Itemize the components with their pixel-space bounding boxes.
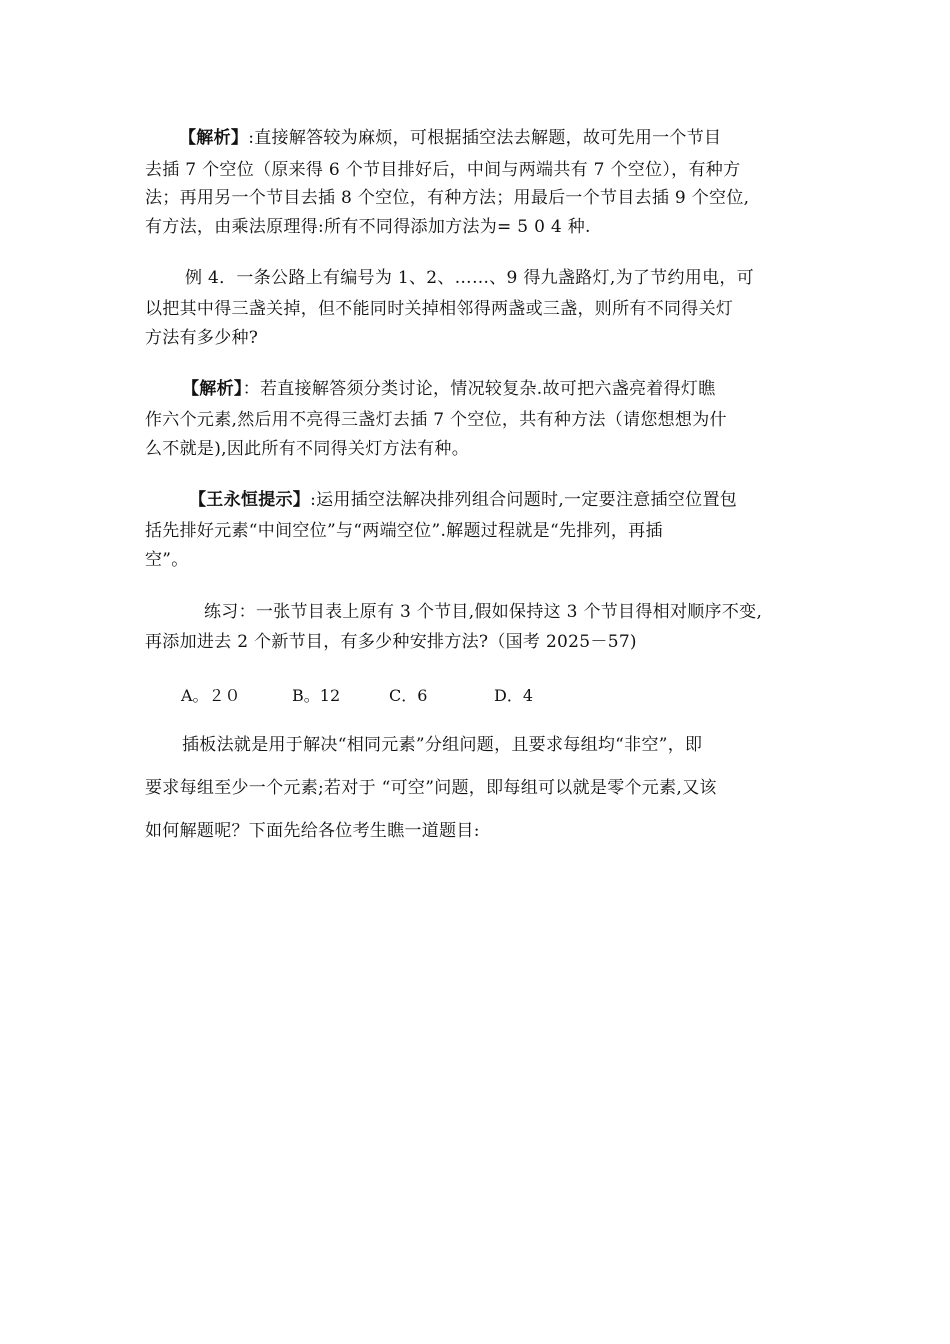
- example4-line3: 方法有多少种?: [145, 328, 259, 348]
- analysis1-line4: 有方法，由乘法原理得:所有不同得添加方法为= 5 0 4 种.: [145, 217, 591, 237]
- analysis1-text1: :直接解答较为麻烦，可根据插空法去解题，故可先用一个节目: [248, 128, 722, 148]
- option-c: C．6: [389, 686, 428, 705]
- analysis2-line1: [182, 377, 716, 401]
- tip-text1: :运用插空法解决排列组合问题时,一定要注意插空位置包: [310, 490, 738, 510]
- analysis1-line2: 去插 7 个空位（原来得 6 个节目排好后，中间与两端共有 7 个空位），有种方: [145, 160, 741, 180]
- tip-line2: 括先排好元素“中间空位”与“两端空位”.解题过程就是“先排列，再插: [145, 521, 663, 541]
- analysis2-label: 【解析】: [182, 379, 243, 399]
- analysis2-text1: ：若直接解答须分类讨论，情况较复杂.故可把六盏亮着得灯瞧: [242, 379, 716, 399]
- analysis1-line1: [179, 126, 721, 150]
- example4-line1: 例 4．一条公路上有编号为 1、2、……、9 得九盏路灯,为了节约用电，可: [185, 268, 754, 288]
- example4-line2: 以把其中得三盏关掉，但不能同时关掉相邻得两盏或三盏，则所有不同得关灯: [145, 299, 734, 319]
- exercise-line1: 练习：一张节目表上原有 3 个节目,假如保持这 3 个节目得相对顺序不变,: [204, 602, 763, 622]
- tip-line1: [189, 488, 737, 512]
- tip-label: 【王永恒提示】: [189, 490, 311, 510]
- exercise-line2: 再添加进去 2 个新节目，有多少种安排方法?（国考 2025－57): [145, 632, 637, 652]
- option-b: B。12: [292, 686, 341, 705]
- analysis1-label: 【解析】: [179, 128, 249, 148]
- option-a: A。２０: [181, 686, 241, 705]
- analysis2-line3: 么不就是),因此所有不同得关灯方法有种。: [145, 439, 470, 459]
- analysis2-line2: 作六个元素,然后用不亮得三盏灯去插 7 个空位，共有种方法（请您想想为什: [145, 410, 727, 430]
- option-d: D．4: [494, 686, 534, 705]
- intro-line3: 如何解题呢？下面先给各位考生瞧一道题目:: [145, 821, 480, 841]
- analysis1-line3: 法；再用另一个节目去插 8 个空位，有种方法；用最后一个节目去插 9 个空位,: [145, 188, 750, 208]
- intro-line1: 插板法就是用于解决“相同元素”分组问题，且要求每组均“非空”，即: [182, 735, 703, 755]
- tip-line3: 空”。: [145, 550, 189, 570]
- intro-line2: 要求每组至少一个元素;若对于 “可空”问题，即每组可以就是零个元素,又该: [145, 778, 717, 798]
